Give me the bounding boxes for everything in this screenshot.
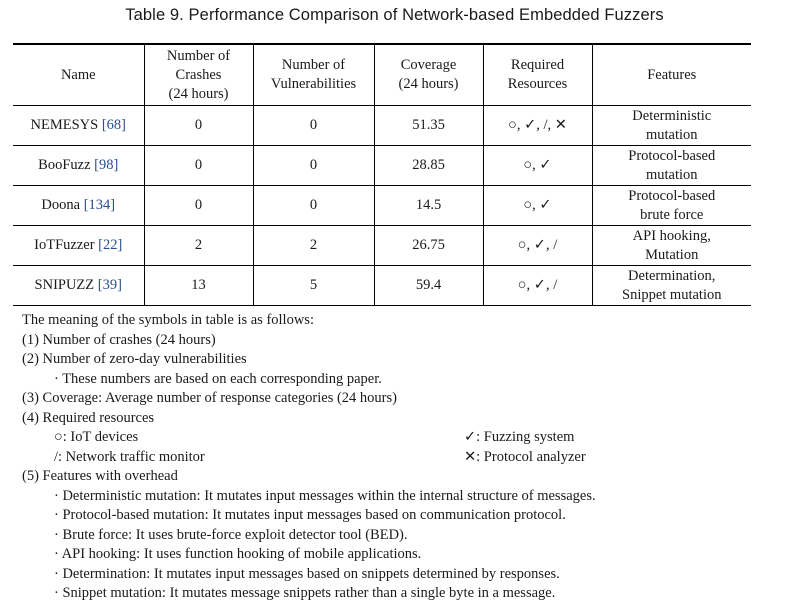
legend-iot-devices: ○: IoT devices: [54, 429, 139, 445]
citation-link[interactable]: [39]: [97, 277, 122, 293]
header-name: Name: [60, 66, 96, 83]
note-coverage: (3) Coverage: Average number of response categories (24 hours): [22, 390, 397, 406]
cell-vulnerabilities: 0: [253, 146, 374, 186]
header-features: Features: [592, 44, 751, 106]
feature-note: · API hooking: It uses function hooking of mobile applications.: [54, 546, 422, 562]
table-row: [13, 226, 751, 266]
cell-features: Protocol-based brute force: [592, 186, 751, 226]
feature-note: · Protocol-based mutation: It mutates input messages based on communication protocol.: [54, 507, 566, 523]
citation-link[interactable]: [134]: [83, 197, 116, 213]
cell-features: API hooking, Mutation: [592, 226, 751, 266]
cell-name: Doona [134]: [41, 197, 116, 213]
table-row: [13, 186, 751, 226]
cell-resources: ○, ✓, /: [483, 266, 592, 306]
header-crashes: Number of Crashes (24 hours): [144, 44, 253, 106]
cell-crashes: 2: [144, 226, 253, 266]
resource-legend-row: [22, 448, 762, 468]
cell-crashes: 0: [144, 186, 253, 226]
legend-protocol-analyzer: ✕: Protocol analyzer: [464, 448, 586, 465]
note-vulnerabilities-detail: · These numbers are based on each corresponding paper.: [54, 370, 382, 387]
header-coverage: Coverage (24 hours): [374, 44, 483, 106]
header-vulnerabilities: Number of Vulnerabilities: [253, 44, 374, 106]
cell-vulnerabilities: 2: [253, 226, 374, 266]
cell-name: IoTFuzzer [22]: [34, 237, 123, 253]
table-row: [13, 106, 751, 146]
cell-crashes: 0: [144, 146, 253, 186]
note-crashes: (1) Number of crashes (24 hours): [22, 331, 216, 348]
cell-features: Determination, Snippet mutation: [592, 266, 751, 306]
table-caption: Table 9. Performance Comparison of Network-based Embedded Fuzzers: [125, 6, 664, 24]
cell-coverage: 26.75: [374, 226, 483, 266]
cell-coverage: 28.85: [374, 146, 483, 186]
citation-link[interactable]: [68]: [101, 117, 126, 133]
legend-fuzzing-system: ✓: Fuzzing system: [464, 429, 575, 445]
table-row: [13, 266, 751, 306]
header-row: [13, 44, 751, 106]
performance-table: [13, 43, 751, 306]
cell-vulnerabilities: 0: [253, 106, 374, 146]
citation-link[interactable]: [98]: [94, 157, 119, 173]
note-features: (5) Features with overhead: [22, 468, 178, 484]
resource-legend-row: [22, 428, 762, 448]
cell-crashes: 13: [144, 266, 253, 306]
legend-traffic-monitor: /: Network traffic monitor: [54, 448, 205, 465]
table-notes: [22, 311, 762, 604]
cell-resources: ○, ✓: [483, 186, 592, 226]
cell-features: Deterministic mutation: [592, 106, 751, 146]
feature-note: · Deterministic mutation: It mutates input messages within the internal structure of messages.: [54, 487, 596, 504]
cell-resources: ○, ✓, /: [483, 226, 592, 266]
feature-note: · Determination: It mutates input messages based on snippets determined by responses.: [54, 565, 560, 582]
citation-link[interactable]: [22]: [98, 237, 123, 253]
cell-coverage: 51.35: [374, 106, 483, 146]
cell-coverage: 14.5: [374, 186, 483, 226]
cell-resources: ○, ✓: [483, 146, 592, 186]
cell-resources: ○, ✓, /, ✕: [483, 106, 592, 146]
note-vulnerabilities: (2) Number of zero-day vulnerabilities: [22, 351, 247, 367]
cell-name: BooFuzz [98]: [38, 157, 119, 173]
cell-features: Protocol-based mutation: [592, 146, 751, 186]
cell-crashes: 0: [144, 106, 253, 146]
feature-note: · Brute force: It uses brute-force exploit detector tool (BED).: [54, 526, 408, 543]
table-row: [13, 146, 751, 186]
notes-intro: The meaning of the symbols in table is as follows:: [22, 312, 314, 328]
feature-note: · Snippet mutation: It mutates message snippets rather than a single byte in a message.: [54, 585, 556, 601]
cell-vulnerabilities: 0: [253, 186, 374, 226]
cell-name: NEMESYS [68]: [30, 117, 126, 133]
cell-vulnerabilities: 5: [253, 266, 374, 306]
header-resources: Required Resources: [483, 44, 592, 106]
cell-name: SNIPUZZ [39]: [34, 277, 122, 293]
cell-coverage: 59.4: [374, 266, 483, 306]
note-resources: (4) Required resources: [22, 409, 155, 426]
